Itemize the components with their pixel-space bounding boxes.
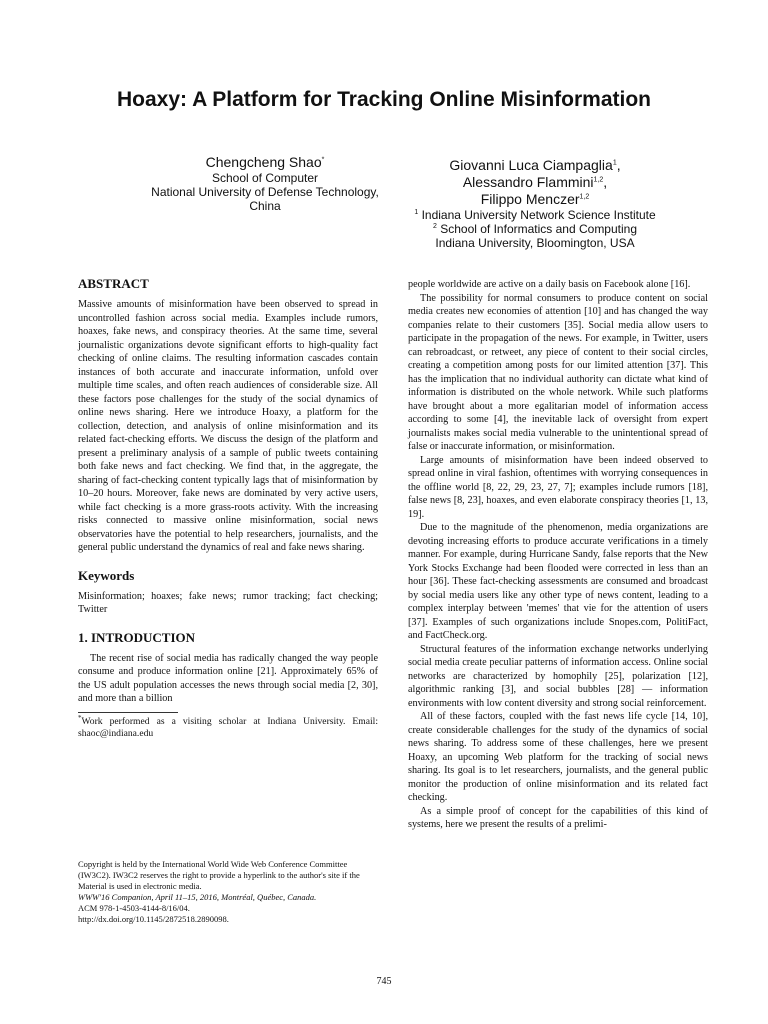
abstract-heading: ABSTRACT	[78, 276, 149, 291]
footnote-rule	[78, 712, 178, 713]
abstract-text: Massive amounts of misinformation have been observed to spread in uncontrolled fashion across social media. Examples include rumors, hoaxes, fake news, and conspiracy theories. At the same time, several journalistic organizations devote significant efforts to high-quality fact checking of online claims. The resulting information cascades contain instances of both accurate and inaccurate information, unfold over multiple time scales, and often reach audiences of considerable size. All these factors pose challenges for the study of the social dynamics of online news sharing. Here we introduce Hoaxy, a platform for the collection, detection, and analysis of online misinformation and its related fact-checking efforts. We discuss the design of the platform and present a preliminary analysis of a sample of public tweets containing both fake news and fact checking. We find that, in the aggregate, the sharing of fact-checking content typically lags that of misinformation by 10–20 hours. Moreover, fake news are dominated by very active users, while fact checking is a more grass-roots activity. With the increasing risks connected to massive online misinformation, social news observatories have the potential to help researchers, journalists, and the general public understand the dynamics of real and fake news sharing.	[78, 299, 378, 553]
affiliation-line: School of Computer	[211, 171, 319, 185]
footnote-mark: *	[321, 156, 325, 164]
author-name: Giovanni Luca Ciampaglia$^1$,	[449, 157, 621, 173]
acm-line: ACM 978-1-4503-4144-8/16/04.	[78, 903, 190, 913]
paragraph: people worldwide are active on a daily basis on Facebook alone [16].	[408, 279, 691, 290]
left-column	[78, 276, 378, 740]
doi-line: http://dx.doi.org/10.1145/2872518.2890098.	[78, 914, 229, 924]
author-name: Alessandro Flammini$^{1,2}$,	[462, 174, 608, 190]
author-name: Chengcheng Shao*	[205, 154, 325, 170]
paragraph: All of these factors, coupled with the fast news life cycle [14, 10], create considerable challenges for the study of the dynamics of social news sharing. To address some of these challenges, here we present Hoaxy, an upcoming Web platform for the tracking of social news sharing. Its goal is to let researchers, journalists, and the general public monitor the production of online misinformation and its related fact checking.	[408, 711, 708, 803]
paper-title: Hoaxy: A Platform for Tracking Online Misinformation	[116, 88, 651, 111]
affiliation-line: Indiana University, Bloomington, USA	[435, 236, 635, 250]
right-column	[408, 278, 708, 832]
author-name: Filippo Menczer$^{1,2}$	[480, 191, 590, 207]
copyright-block	[78, 859, 382, 925]
keywords-heading: Keywords	[78, 567, 135, 583]
author-block-right	[395, 157, 675, 250]
page-number: 745	[376, 976, 392, 987]
author-block-left	[130, 154, 400, 213]
keywords-text: Misinformation; hoaxes; fake news; rumor tracking; fact checking; Twitter	[78, 590, 378, 615]
paragraph: Due to the magnitude of the phenomenon, media organizations are devoting increasing efforts to produce accurate verifications in a timely manner. For example, during Hurricane Sandy, false reports that the New York Stocks Exchange had been flooded were corrected in less than an hour [36]. These fact-checking assessments are consumed and broadcast by social media users like any other type of news content, leading to a complex interplay between 'memes' that vie for the attention of users [37]. Examples of such organizations include Snopes.com, PolitiFact, and FactCheck.org.	[408, 522, 708, 641]
affiliation-line: $^1$ Indiana University Network Science Institute	[414, 208, 656, 222]
paragraph: Large amounts of misinformation have been indeed observed to spread online in viral fashion, oftentimes with worrying consequences in the offline world [8, 22, 29, 23, 27, 7]; examples include rumors [18], false news [8, 23], hoaxes, and even elaborate conspiracy theories [1, 13, 19].	[408, 454, 708, 520]
affiliation-line: China	[249, 199, 281, 213]
conference-line: WWW'16 Companion, April 11–15, 2016, Montréal, Québec, Canada.	[78, 892, 317, 902]
copyright-text: Copyright is held by the International World Wide Web Conference Committee (IW3C2). IW3C2 reserves the right to provide a hyperlink to the author's site if the Material is used in electronic media.	[78, 859, 360, 891]
introduction-heading: 1. INTRODUCTION	[78, 629, 196, 645]
paragraph: Structural features of the information exchange networks underlying social media create peculiar patterns of information access. Online social networks are characterized by homophily [25], polarization [12], algorithmic ranking [3], and social bubbles [28] — information environments with low content diversity and strong social reinforcement.	[408, 643, 708, 709]
affiliation-line: $^2$ School of Informatics and Computing	[432, 222, 638, 236]
affiliation-line: National University of Defense Technology,	[151, 185, 379, 199]
paragraph: As a simple proof of concept for the capabilities of this kind of systems, here we present the results of a prelimi-	[408, 805, 708, 830]
footnote: *Work performed as a visiting scholar at Indiana University. Email: shaoc@indiana.edu	[78, 713, 378, 739]
paragraph: The possibility for normal consumers to produce content on social media creates new economies of attention [10] and has changed the way companies relate to their customers [35]. Social media allow users to participate in the propagation of the news. For example, in Twitter, users can rebroadcast, or retweet, any piece of content to their social circles, creating a competition among posts for our limited attention [37]. This has the implication that no individual authority can dictate what kind of information is distributed on the whole network. While such platforms have brought about a more egalitarian model of information access according to some [4], the inevitable lack of oversight from expert journalists makes social media vulnerable to the unintentional spread of false or inaccurate information, or misinformation.	[408, 292, 708, 452]
introduction-text: The recent rise of social media has radically changed the way people consume and produce information online [21]. Approximately 65% of the US adult population accesses the news through social media [2, 30], and more than a billion	[78, 652, 378, 704]
